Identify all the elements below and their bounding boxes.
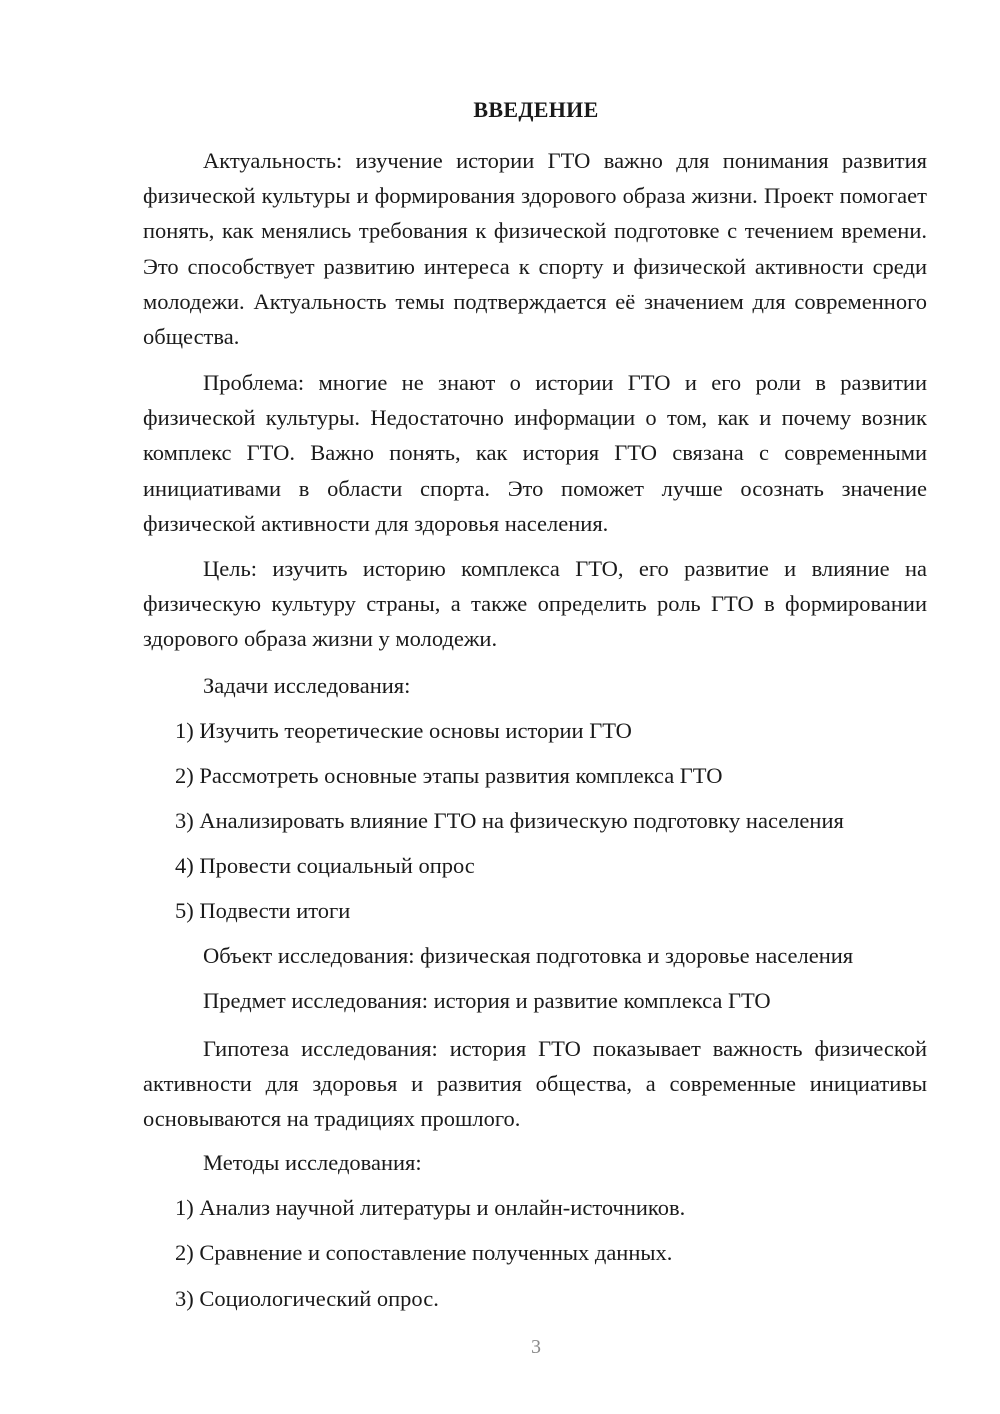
relevance-paragraph: Актуальность: изучение истории ГТО важно для понимания развития физической культуры и формирования здорового образа жизни. Проект помогает понять, как менялись требования к физической подготовке с течением времени. Это способствует развитию интереса к спорту и физической активности среди молодежи. Актуальность темы подтверждается её значением для современного общества.: [143, 148, 927, 350]
task-item-1: 1) Изучить теоретические основы истории ГТО: [175, 718, 632, 743]
hypothesis-paragraph: Гипотеза исследования: история ГТО показывает важность физической активности для здоровья и развития общества, а современные инициативы основываются на традициях прошлого.: [143, 1036, 927, 1132]
goal-paragraph: Цель: изучить историю комплекса ГТО, его развитие и влияние на физическую культуру страны, а также определить роль ГТО в формировании здорового образа жизни у молодежи.: [143, 556, 927, 652]
method-item-3: 3) Социологический опрос.: [175, 1286, 439, 1311]
method-item-1: 1) Анализ научной литературы и онлайн-источников.: [175, 1195, 686, 1220]
page-number: 3: [531, 1336, 541, 1358]
task-item-4: 4) Провести социальный опрос: [175, 853, 475, 878]
task-item-5: 5) Подвести итоги: [175, 898, 351, 923]
methods-heading: Методы исследования:: [203, 1150, 422, 1175]
method-item-2: 2) Сравнение и сопоставление полученных данных.: [175, 1240, 673, 1265]
task-item-2: 2) Рассмотреть основные этапы развития комплекса ГТО: [175, 763, 723, 788]
section-heading: ВВЕДЕНИЕ: [473, 97, 599, 122]
tasks-heading: Задачи исследования:: [203, 673, 411, 698]
research-object: Объект исследования: физическая подготовка и здоровье населения: [203, 943, 854, 968]
research-subject: Предмет исследования: история и развитие комплекса ГТО: [203, 988, 771, 1013]
task-item-3: 3) Анализировать влияние ГТО на физическую подготовку населения: [175, 808, 844, 833]
problem-paragraph: Проблема: многие не знают о истории ГТО и его роли в развитии физической культуры. Недостаточно информации о том, как и почему возник комплекс ГТО. Важно понять, как история ГТО связана с современными инициативами в области спорта. Это поможет лучше осознать значение физической активности для здоровья населения.: [143, 370, 927, 536]
